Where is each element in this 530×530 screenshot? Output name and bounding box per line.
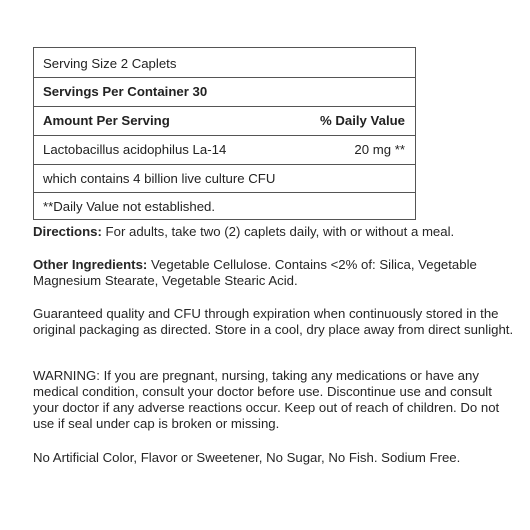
directions-text: For adults, take two (2) caplets daily, with or without a meal. [101, 224, 455, 239]
supplement-facts-panel [33, 47, 416, 220]
free-from-paragraph: No Artificial Color, Flavor or Sweetener, No Sugar, No Fish. Sodium Free. [33, 450, 461, 465]
culture-note: which contains 4 billion live culture CFU [43, 171, 276, 186]
daily-value-header: % Daily Value [319, 113, 405, 128]
facts-header-row [34, 107, 415, 136]
daily-value-footnote: **Daily Value not established. [43, 199, 216, 214]
other-ingredients-text: Vegetable Cellulose. Contains <2% of: Silica, Vegetable Magnesium Stearate, Vegetable Stearic Acid. [33, 257, 477, 288]
guarantee-paragraph: Guaranteed quality and CFU through expiration when continuously stored in the original packaging as directed. Store in a cool, dry place away from direct sunlight. [33, 306, 514, 337]
ingredient-row [34, 136, 415, 165]
ingredient-amount: 20 mg ** [354, 142, 405, 157]
servings-per-container-row [34, 78, 415, 107]
serving-size-row [34, 48, 415, 78]
servings-per-container: Servings Per Container 30 [43, 84, 208, 99]
ingredient-name: Lactobacillus acidophilus La-14 [43, 142, 227, 157]
other-ingredients-paragraph [33, 257, 513, 289]
warning-paragraph: WARNING: If you are pregnant, nursing, taking any medications or have any medical condition, consult your doctor before use. Discontinue use and consult your doctor if any adverse reactions occur. Keep out of reach of children. Do not use if seal under cap is broken or missing. [33, 368, 500, 431]
directions-paragraph [33, 224, 513, 240]
culture-note-row [34, 165, 415, 193]
amount-per-serving-header: Amount Per Serving [43, 113, 170, 128]
directions-label: Directions: [33, 224, 102, 239]
serving-size: Serving Size 2 Caplets [43, 56, 177, 71]
other-ingredients-label: Other Ingredients: [33, 257, 148, 272]
footnote-row [34, 193, 415, 219]
